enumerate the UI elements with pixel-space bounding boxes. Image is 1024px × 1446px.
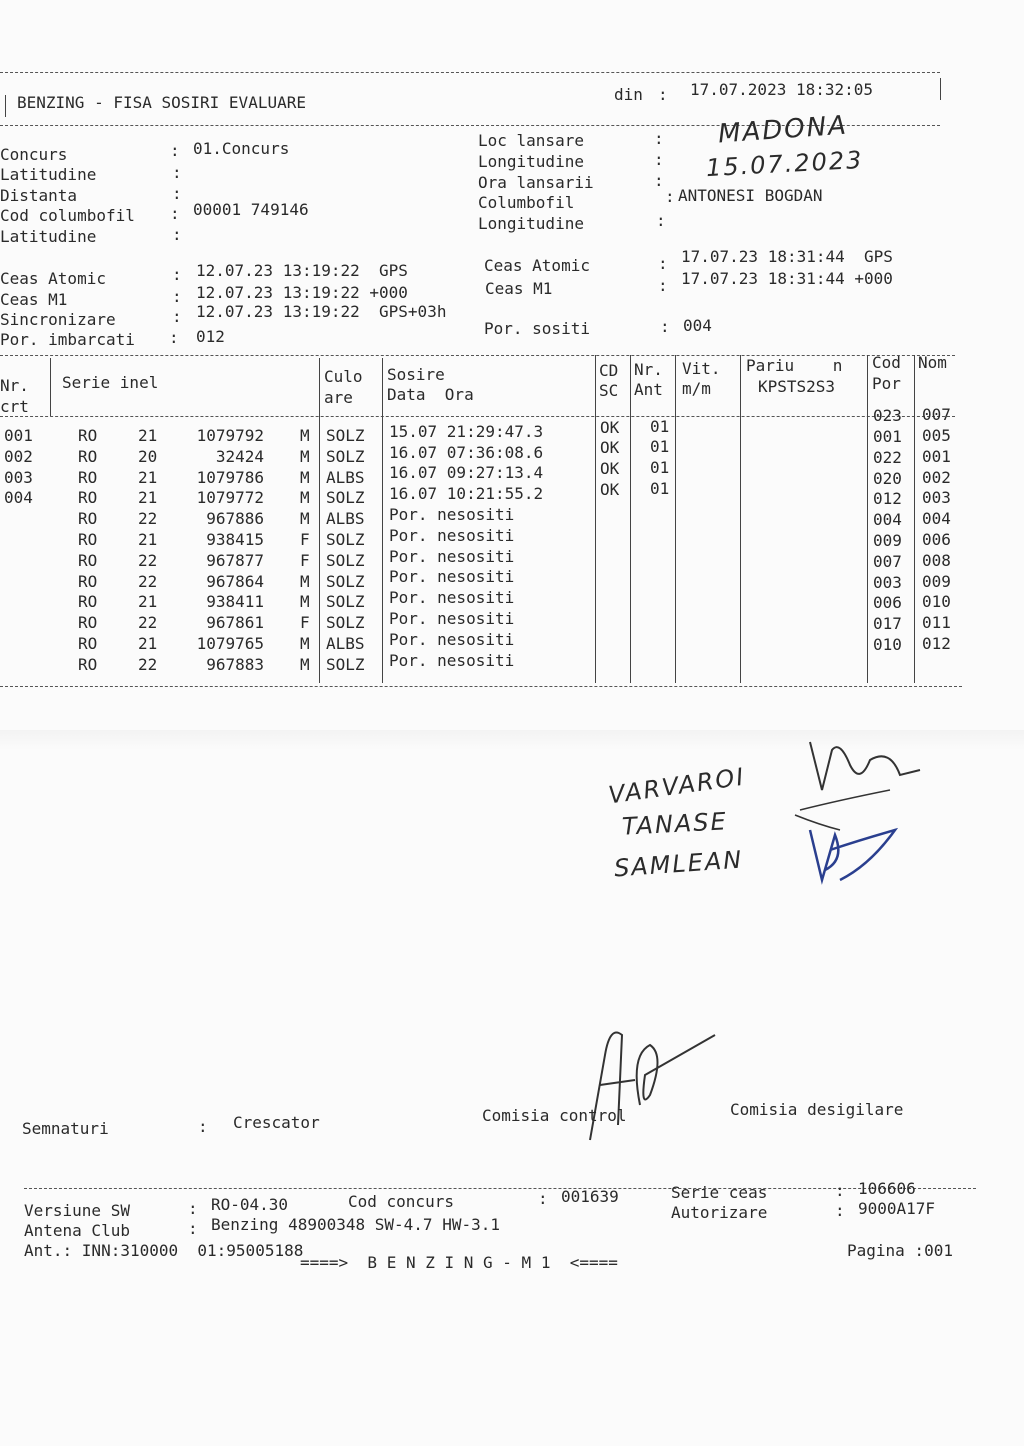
header-kpsts: KPSTS2S3 xyxy=(758,377,836,396)
cell-sex: M xyxy=(300,467,310,487)
cell-nom: 001 xyxy=(922,446,951,466)
header-vit: Vit. xyxy=(682,359,721,378)
header-top-border xyxy=(0,72,940,73)
header-nr-ant-1: Nr. xyxy=(634,360,663,379)
cell-country: RO xyxy=(78,426,98,445)
handwritten-date: 15.07.2023 xyxy=(705,145,865,183)
date-value: 17.07.2023 18:32:05 xyxy=(690,80,874,99)
versiune-value: RO-04.30 xyxy=(211,1195,289,1214)
cell-nom: 011 xyxy=(922,613,951,633)
document-title: BENZING - FISA SOSIRI EVALUARE xyxy=(17,93,306,112)
cell-country: RO xyxy=(78,509,98,529)
cell-cod: 023 xyxy=(873,406,902,426)
cell-cd: OK xyxy=(600,417,620,437)
cell-ring: 967864 xyxy=(206,571,264,591)
header-left-bar xyxy=(5,95,6,117)
footer-top-border xyxy=(24,1188,976,1189)
cell-year: 21 xyxy=(138,467,158,487)
cell-ant: 01 xyxy=(650,479,670,498)
cell-sex: M xyxy=(300,592,310,612)
ceas-m1-label-right: Ceas M1 xyxy=(485,279,553,298)
cell-ring: 1079772 xyxy=(196,488,264,508)
cell-arrival: 16.07 09:27:13.4 xyxy=(389,463,544,483)
cell-nom: 004 xyxy=(922,509,951,529)
date-separator: : xyxy=(658,85,668,104)
cell-ant: 01 xyxy=(650,437,670,457)
handwritten-name-3: SAMLEAN xyxy=(613,845,745,883)
serie-ceas-value: 106606 xyxy=(858,1179,916,1198)
cell-year: 20 xyxy=(138,446,158,466)
cell-cod: 009 xyxy=(873,530,902,550)
cell-nom: 009 xyxy=(922,571,951,591)
cell-country: RO xyxy=(78,613,98,633)
cell-cod: 010 xyxy=(873,634,902,654)
cell-ring: 938411 xyxy=(206,592,264,612)
cell-ring: 967861 xyxy=(206,613,264,633)
cell-color: SOLZ xyxy=(326,488,365,508)
cell-sex: M xyxy=(300,509,310,529)
cell-arrival: Por. nesositi xyxy=(389,567,515,587)
ceas-atomic-end: 17.07.23 18:31:44 GPS xyxy=(681,247,893,266)
cell-year: 21 xyxy=(138,530,158,549)
cell-arrival: Por. nesositi xyxy=(389,609,515,629)
ceas-m1-label: Ceas M1 xyxy=(0,290,68,309)
cell-cod: 001 xyxy=(873,426,902,446)
cell-color: SOLZ xyxy=(326,550,365,570)
cell-cod: 020 xyxy=(873,468,902,488)
cell-cod: 004 xyxy=(873,510,902,530)
signature-scribble-control xyxy=(560,1015,730,1145)
cell-ant: 01 xyxy=(650,458,670,478)
header-right-bar xyxy=(940,78,941,100)
autorizare-label: Autorizare xyxy=(671,1203,768,1222)
cell-arrival: Por. nesositi xyxy=(389,546,515,566)
cell-ring: 967883 xyxy=(206,654,264,674)
cell-cod: 007 xyxy=(873,551,902,571)
header-data-ora: Data Ora xyxy=(387,385,474,404)
por-sositi-label: Por. sositi xyxy=(484,319,590,338)
header-culoare-1: Culo xyxy=(324,367,363,386)
comisia-control-label: Comisia control xyxy=(482,1106,627,1125)
cell-sex: M xyxy=(300,446,310,466)
cell-nom: 006 xyxy=(922,529,951,549)
handwritten-name-2: TANASE xyxy=(621,807,729,841)
signature-scribbles-commission xyxy=(780,730,930,890)
cell-color: SOLZ xyxy=(326,426,365,445)
header-culoare-2: are xyxy=(324,388,353,407)
arrival-evaluation-sheet: BENZING - FISA SOSIRI EVALUARE din : 17.07.2023 18:32:05 Concurs : 01.Concurs Latitudine : Distanta : Cod columbofil : 00001 749146 Latitudine : Loc lansare : Longitudine : Ora lansarii : Columbofil : ANTONESI BOGDAN Longitudine : MADONA 15.07.2023 Ceas Atomic : 12.07.23 13:19:22 GPS Ceas M1 : 12.07.23 13:19:22 +000 Sincronizare : 12.07.23 13:19:22 GPS+03h Por. imbarcati : 012 Ceas Atomic : 17.07.23 18:31:44 GPS Ceas M1 : 17.07.23 18:31:44 +000 Por. sositi : 004 Nr. crt Serie inel Culo are Sosire Data Ora CD SC Nr. Ant Vit. m/m Pariu n KPSTS2S3 Cod Por Nom 001 RO 21 1079792 M SOLZ 15.07 21:29:47.3 OK 01 023 007 002 RO 20 32424 M SOLZ 16.07 07:36:08.6 OK 01 001 005 003 RO 21 1079786 M ALBS 16.07 09:27:13.4 OK 01 022 001 004 RO 21 1079772 M SOLZ 16.07 10:21:55.2 OK 01 020 002 RO 22 967886 M ALBS Por. nesositi 012 003 RO 21 938415 F SOLZ Por. nesositi 004 004 RO 22 967877 F SOLZ Por. nesositi 009 006 RO 22 967864 M SOLZ Por. nesositi 007 008 RO 21 938411 M SOLZ Por. nesositi 003 009 RO 22 967861 F SOLZ Por. nesositi 006 010 RO 21 1079765 M ALBS Por. nesositi 017 011 RO 22 967883 M SOLZ Por. nesositi 010 012 VARVAROI TANASE SAMLEAN Semnaturi : Crescator Comisia control Comisia desigilare Versiune SW : RO-04.30 Cod concurs : 001639 Serie ceas : 106606 Antena Club : Benzing 48900348 SW-4.7 HW-3.1 Autorizare : 9000A17F Ant.: INN:310000 01:95005188 Pagina :001 ====> B E N Z I N G - M 1 <==== xyxy=(0,0,1024,1446)
cell-country: RO xyxy=(78,446,98,466)
cell-nr: 003 xyxy=(4,467,33,487)
cell-year: 21 xyxy=(138,426,158,445)
cell-arrival: Por. nesositi xyxy=(389,588,515,608)
cell-country: RO xyxy=(78,550,98,570)
cell-country: RO xyxy=(78,530,98,549)
header-crt: crt xyxy=(0,397,29,416)
ceas-m1-end: 17.07.23 18:31:44 +000 xyxy=(681,269,893,288)
cell-ant: 01 xyxy=(650,416,670,436)
cod-columbofil-label: Cod columbofil xyxy=(0,206,135,225)
cell-nom: 007 xyxy=(922,405,951,425)
cell-color: SOLZ xyxy=(326,654,365,674)
cell-country: RO xyxy=(78,592,98,612)
cell-nom: 002 xyxy=(922,467,951,487)
longitudine-label: Longitudine xyxy=(478,152,584,171)
cell-ring: 967877 xyxy=(206,550,264,570)
cell-sex: M xyxy=(300,654,310,674)
cell-cod: 017 xyxy=(873,614,902,634)
cell-cod: 012 xyxy=(873,489,902,509)
cell-color: ALBS xyxy=(326,509,365,529)
cell-cod: 006 xyxy=(873,593,902,613)
sincronizare-value: 12.07.23 13:19:22 GPS+03h xyxy=(196,302,447,321)
cell-cod: 022 xyxy=(873,447,902,467)
cell-nr: 004 xyxy=(4,488,33,508)
header-nr: Nr. xyxy=(0,376,29,395)
header-nr-ant-2: Ant xyxy=(634,380,663,399)
versiune-label: Versiune SW xyxy=(24,1201,130,1220)
header-nom: Nom xyxy=(918,353,947,372)
cell-ring: 967886 xyxy=(206,509,264,529)
header-sc: SC xyxy=(599,381,619,400)
antena-value: Benzing 48900348 SW-4.7 HW-3.1 xyxy=(211,1215,500,1234)
columbofil-label: Columbofil xyxy=(478,193,575,212)
cell-nom: 008 xyxy=(922,550,951,570)
loc-lansare-label: Loc lansare xyxy=(478,131,584,150)
por-imbarcati-label: Por. imbarcati xyxy=(0,330,135,349)
cell-color: SOLZ xyxy=(326,446,365,466)
cell-year: 22 xyxy=(138,654,158,674)
header-serie-inel: Serie inel xyxy=(62,373,159,392)
latitudine-label: Latitudine xyxy=(0,165,97,184)
cell-arrival: Por. nesositi xyxy=(389,525,515,545)
autorizare-value: 9000A17F xyxy=(858,1199,936,1218)
cell-sex: M xyxy=(300,488,310,508)
cell-year: 21 xyxy=(138,488,158,508)
header-pariu: Pariu n xyxy=(746,356,843,375)
cell-sex: F xyxy=(300,530,310,549)
cell-year: 22 xyxy=(138,613,158,633)
cell-nr: 002 xyxy=(4,446,33,466)
header-cod: Cod xyxy=(872,353,901,372)
cell-ring: 1079765 xyxy=(196,634,264,653)
cell-color: SOLZ xyxy=(326,613,365,633)
table-header-border xyxy=(0,416,955,417)
cell-country: RO xyxy=(78,654,98,674)
ceas-atomic-label: Ceas Atomic xyxy=(0,269,106,288)
table-bottom-border xyxy=(0,686,962,687)
sincronizare-label: Sincronizare xyxy=(0,310,116,329)
cell-year: 22 xyxy=(138,571,158,591)
cell-sex: M xyxy=(300,571,310,591)
cell-color: SOLZ xyxy=(326,592,365,612)
cell-arrival: 15.07 21:29:47.3 xyxy=(389,421,544,441)
cell-country: RO xyxy=(78,571,98,591)
cell-color: SOLZ xyxy=(326,571,365,591)
semnaturi-label: Semnaturi xyxy=(22,1119,109,1138)
cell-year: 21 xyxy=(138,592,158,612)
cell-country: RO xyxy=(78,634,98,653)
cell-color: ALBS xyxy=(326,467,365,487)
por-imbarcati-value: 012 xyxy=(196,327,225,346)
longitudine2-label: Longitudine xyxy=(478,214,584,233)
ceas-atomic-label-right: Ceas Atomic xyxy=(484,256,590,275)
cell-nom: 005 xyxy=(922,425,951,445)
concurs-value: 01.Concurs xyxy=(193,139,290,158)
cell-arrival: 16.07 07:36:08.6 xyxy=(389,442,544,462)
cod-columbofil-value: 00001 749146 xyxy=(193,200,309,219)
cell-color: SOLZ xyxy=(326,530,365,549)
cell-year: 21 xyxy=(138,634,158,653)
cell-year: 22 xyxy=(138,550,158,570)
cell-year: 22 xyxy=(138,509,158,529)
columbofil-value: ANTONESI BOGDAN xyxy=(678,186,823,205)
cell-country: RO xyxy=(78,488,98,508)
cell-nom: 003 xyxy=(922,488,951,508)
cell-arrival: Por. nesositi xyxy=(389,650,515,670)
handwritten-name-1: VARVAROI xyxy=(606,762,748,810)
ceas-m1-start: 12.07.23 13:19:22 +000 xyxy=(196,283,408,302)
header-por: Por xyxy=(872,374,901,393)
distanta-label: Distanta xyxy=(0,186,78,205)
cell-sex: M xyxy=(300,634,310,653)
cell-arrival: Por. nesositi xyxy=(389,505,515,525)
cell-ring: 1079786 xyxy=(196,467,264,487)
benzing-banner: ====> B E N Z I N G - M 1 <==== xyxy=(300,1253,618,1272)
cell-cd: OK xyxy=(600,480,620,499)
cod-concurs-label: Cod concurs xyxy=(348,1192,454,1211)
page-number: Pagina :001 xyxy=(847,1241,953,1260)
cell-ring: 938415 xyxy=(206,530,264,549)
cell-cd: OK xyxy=(600,459,620,479)
serie-ceas-label: Serie ceas xyxy=(671,1183,768,1202)
cell-color: ALBS xyxy=(326,634,365,653)
cell-nom: 010 xyxy=(922,592,951,612)
por-sositi-value: 004 xyxy=(683,316,712,335)
handwritten-location: MADONA xyxy=(717,110,849,150)
cell-cd: OK xyxy=(600,438,620,458)
ora-lansarii-label: Ora lansarii xyxy=(478,173,594,192)
cell-sex: F xyxy=(300,550,310,570)
cell-arrival: 16.07 10:21:55.2 xyxy=(389,484,544,504)
cell-sex: F xyxy=(300,613,310,633)
header-sosire: Sosire xyxy=(387,365,445,384)
date-label: din xyxy=(614,85,643,104)
crescator-label: Crescator xyxy=(233,1113,320,1132)
cell-ring: 32424 xyxy=(215,446,264,466)
cell-country: RO xyxy=(78,467,98,487)
header-cd: CD xyxy=(599,361,619,380)
comisia-desigilare-label: Comisia desigilare xyxy=(730,1100,904,1119)
ceas-atomic-start: 12.07.23 13:19:22 GPS xyxy=(196,261,408,280)
antena-label: Antena Club xyxy=(24,1221,130,1240)
concurs-label: Concurs xyxy=(0,145,68,164)
header-mm: m/m xyxy=(682,379,711,398)
cell-sex: M xyxy=(300,426,310,445)
cell-nom: 012 xyxy=(922,633,951,653)
cell-cod: 003 xyxy=(873,572,902,592)
cod-concurs-value: 001639 xyxy=(561,1187,619,1206)
cell-ring: 1079792 xyxy=(196,426,264,445)
latitudine2-label: Latitudine xyxy=(0,227,97,246)
antena-line: Ant.: INN:310000 01:95005188 xyxy=(24,1241,304,1260)
cell-nr: 001 xyxy=(4,426,33,445)
cell-arrival: Por. nesositi xyxy=(389,629,515,649)
